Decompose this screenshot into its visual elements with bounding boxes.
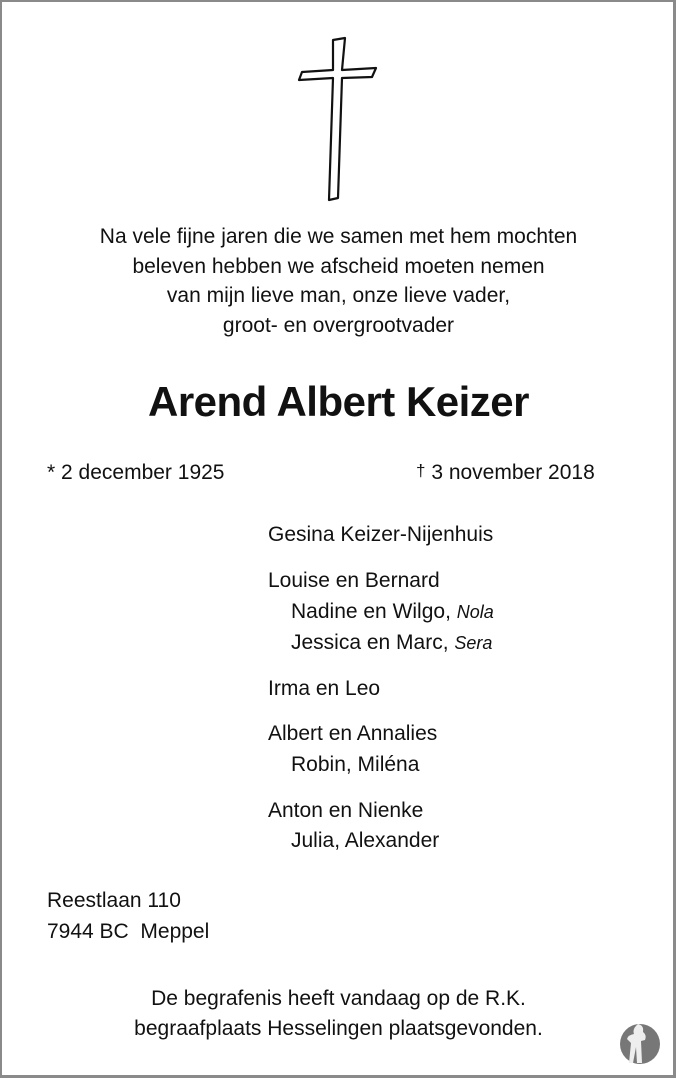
- address-city: 7944 BC Meppel: [47, 920, 210, 943]
- family-member: Julia, Alexander: [291, 829, 440, 852]
- intro-line: groot- en overgrootvader: [222, 313, 455, 337]
- family-group: Albert en Annalies: [268, 722, 438, 745]
- death-symbol: †: [416, 461, 426, 480]
- address-street: Reestlaan 110: [47, 889, 181, 912]
- death-date: [416, 461, 595, 485]
- intro-line: beleven hebben we afscheid moeten nemen: [132, 254, 545, 278]
- family-member-names: Nadine en Wilgo,: [291, 600, 451, 623]
- family-group: Louise en Bernard: [268, 569, 440, 592]
- closing-text: [0, 984, 677, 1044]
- family-member: [291, 600, 494, 624]
- grandchild-name: Sera: [454, 633, 493, 653]
- intro-text: [0, 222, 677, 340]
- family-group: Irma en Leo: [268, 677, 381, 700]
- cross-icon: [296, 36, 380, 204]
- closing-line: De begrafenis heeft vandaag op de R.K.: [151, 987, 526, 1010]
- family-member: [291, 631, 492, 655]
- birth-symbol: *: [47, 461, 56, 484]
- grandchild-name: Nola: [456, 602, 494, 622]
- birth-date-text: 2 december 1925: [61, 461, 225, 484]
- birth-date: [47, 461, 224, 485]
- intro-line: Na vele fijne jaren die we samen met hem mochten: [99, 225, 578, 248]
- death-date-text: 3 november 2018: [431, 461, 595, 484]
- family-member-names: Jessica en Marc,: [291, 631, 449, 654]
- family-spouse: Gesina Keizer-Nijenhuis: [268, 523, 494, 546]
- publisher-logo-icon: [616, 1018, 664, 1066]
- deceased-name: Arend Albert Keizer: [147, 378, 530, 425]
- closing-line: begraafplaats Hesselingen plaatsgevonden.: [134, 1017, 543, 1040]
- family-group: Anton en Nienke: [268, 799, 424, 822]
- intro-line: van mijn lieve man, onze lieve vader,: [166, 284, 511, 307]
- family-member: Robin, Miléna: [291, 753, 420, 776]
